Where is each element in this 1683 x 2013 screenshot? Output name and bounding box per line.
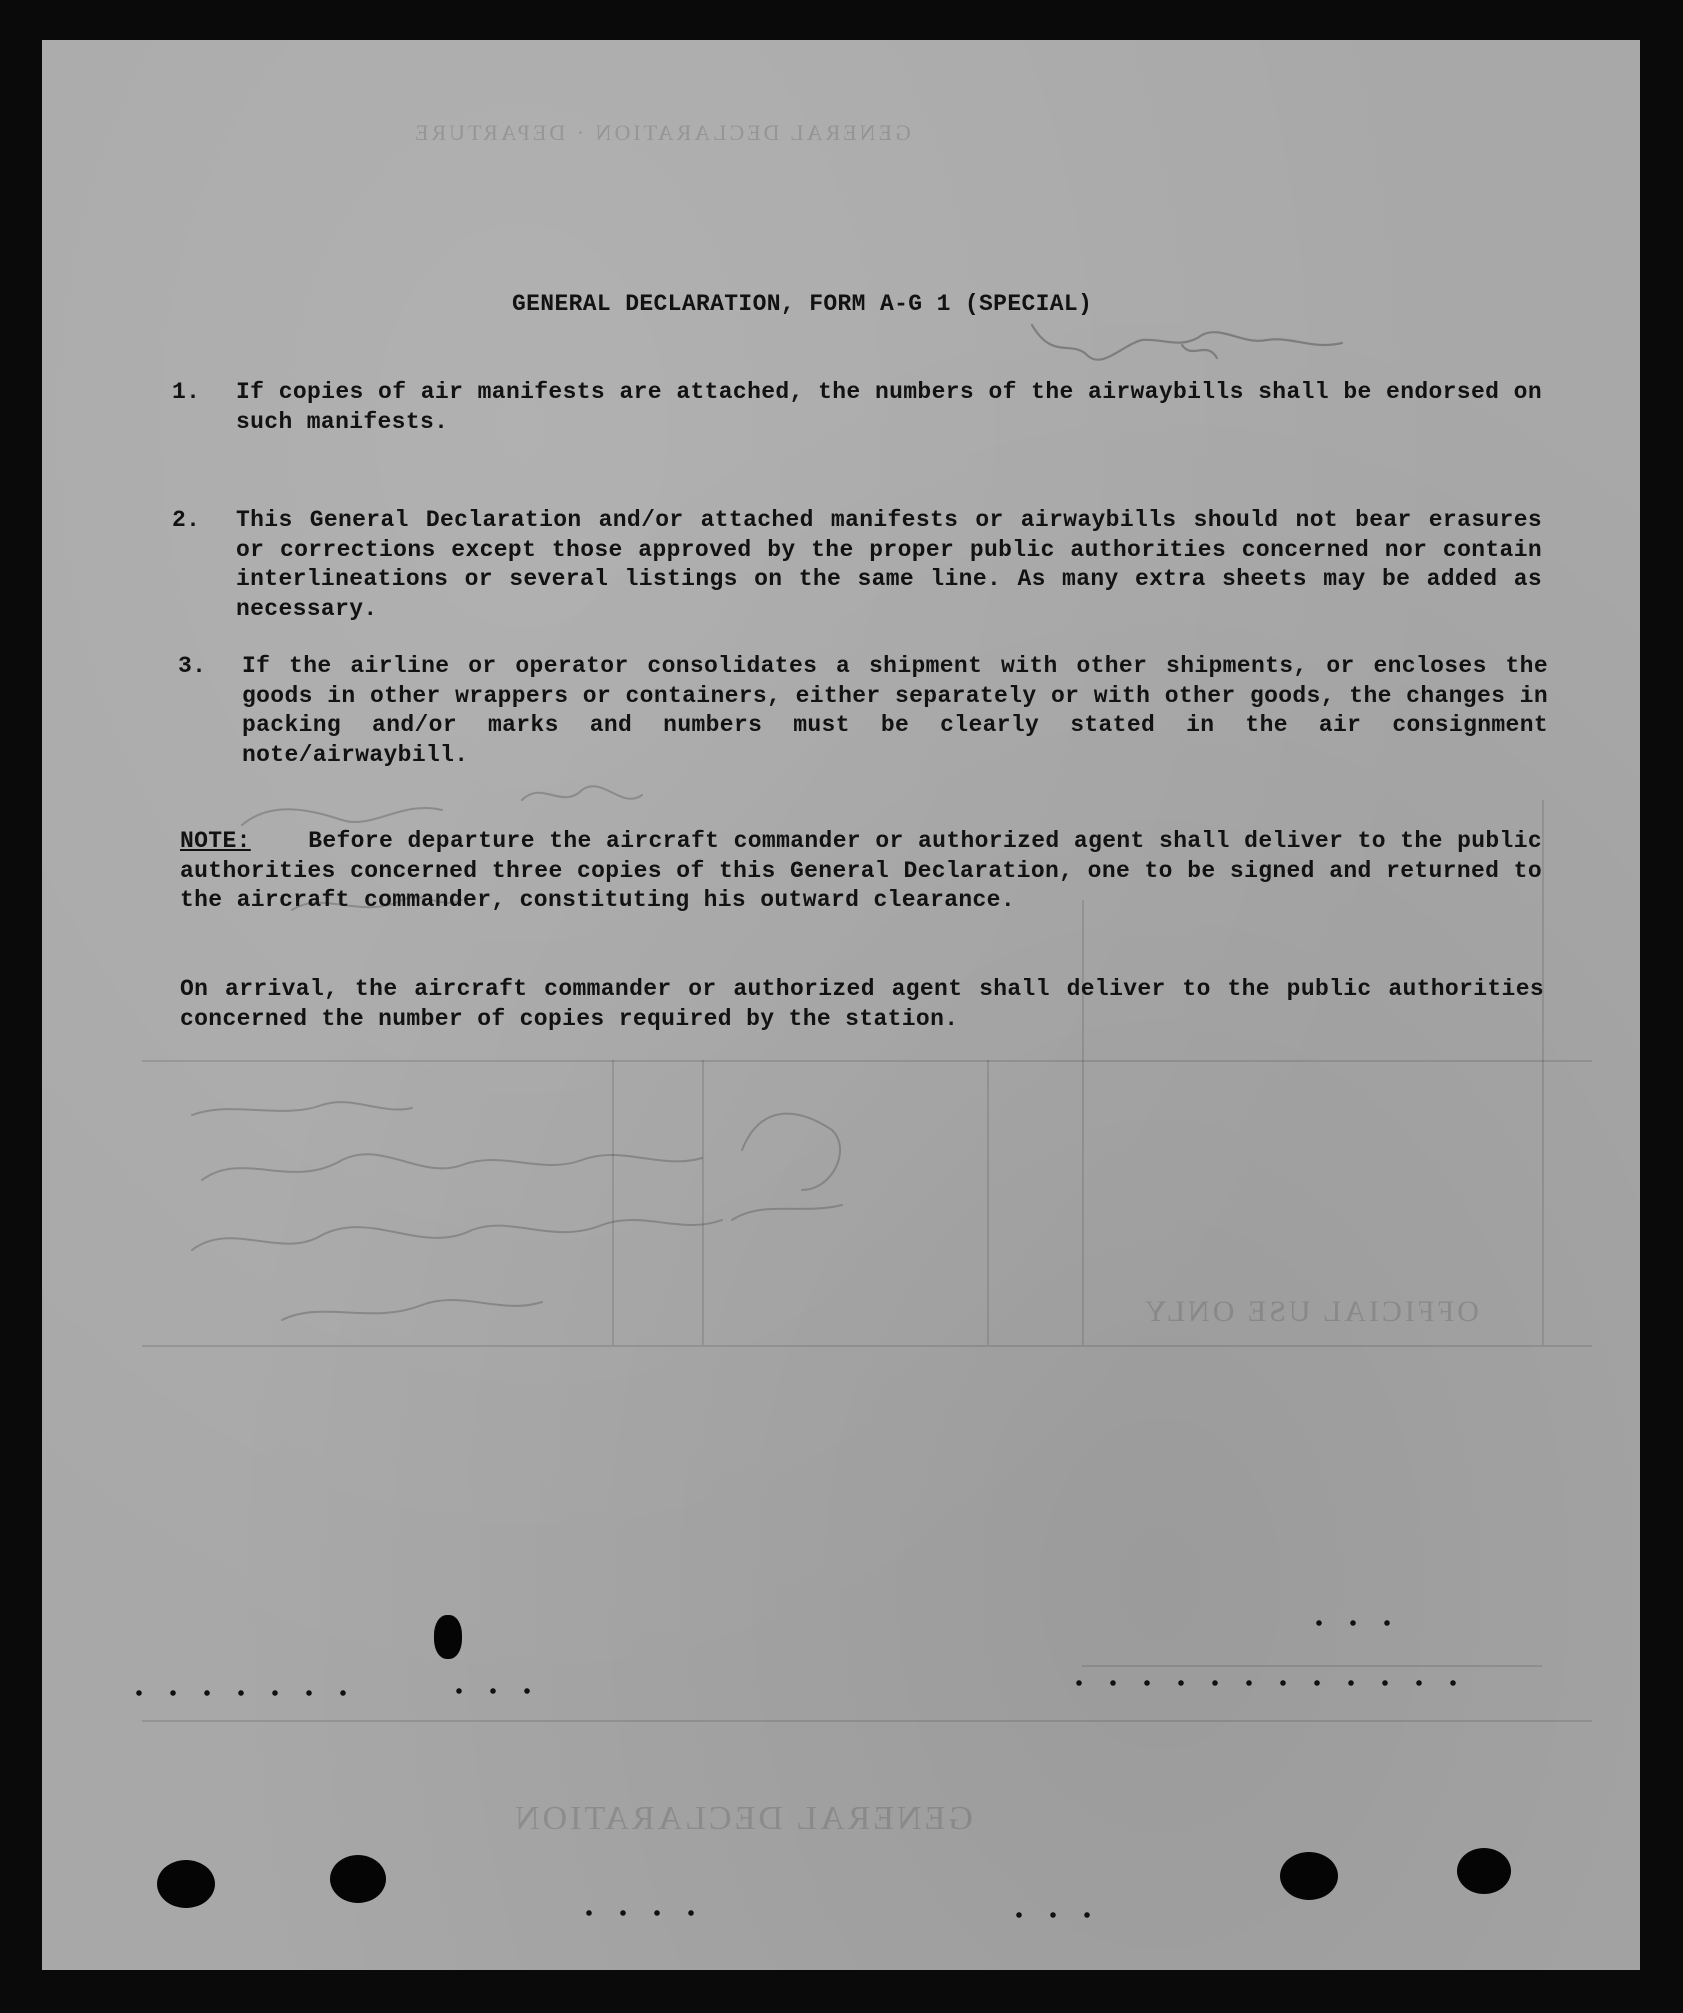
item-number: 2. <box>172 507 201 533</box>
perforation-marks <box>1062 1680 1482 1686</box>
punch-hole <box>1280 1852 1338 1900</box>
item-text: If the airline or operator consolidates a shipment with other shipments, or encloses the goods in other wrappers or containers, either separately or with other goods, the changes in packing and/or marks and numbers must be clearly stated in the air consignment note/airwaybill. <box>242 653 1548 768</box>
item-number: 3. <box>178 653 207 679</box>
perforation-marks <box>1002 1912 1092 1918</box>
note-paragraph <box>180 827 1542 916</box>
item-text: If copies of air manifests are attached, the numbers of the airwaybills shall be endorsed on such manifests. <box>236 379 1542 435</box>
ink-blot <box>434 1615 462 1659</box>
note-label: NOTE: <box>180 828 251 854</box>
arrival-paragraph: On arrival, the aircraft commander or authorized agent shall deliver to the public authorities concerned the number of copies required by the station. <box>180 976 1544 1032</box>
document-page <box>42 40 1640 1970</box>
item-text: This General Declaration and/or attached manifests or airwaybills should not bear erasures or corrections except those approved by the proper public authorities concerned nor contain interlineations or several listings on the same line. As many extra sheets may be added as necessary. <box>236 507 1542 622</box>
punch-hole <box>157 1860 215 1908</box>
perforation-marks <box>442 1688 552 1694</box>
bleed-through-text: GENERAL DECLARATION <box>512 1800 973 1837</box>
instruction-item-1 <box>172 378 1542 437</box>
perforation-marks <box>572 1910 712 1916</box>
perforation-marks <box>1302 1620 1412 1626</box>
punch-hole <box>1457 1848 1511 1894</box>
instruction-item-2 <box>172 506 1542 624</box>
perforation-marks <box>122 1690 372 1696</box>
item-number: 1. <box>172 379 201 405</box>
bleed-through-text: OFFICIAL USE ONLY <box>1142 1295 1479 1328</box>
note-text: Before departure the aircraft commander or authorized agent shall deliver to the public authorities concerned three copies of this General Declaration, one to be signed and returned to the aircraft commander, constituting his outward clearance. <box>180 828 1542 913</box>
bleed-through-text: GENERAL DECLARATION · DEPARTURE <box>412 120 911 145</box>
punch-hole <box>330 1855 386 1903</box>
instruction-item-3 <box>178 652 1548 770</box>
document-title: GENERAL DECLARATION, FORM A-G 1 (SPECIAL) <box>512 291 1093 317</box>
